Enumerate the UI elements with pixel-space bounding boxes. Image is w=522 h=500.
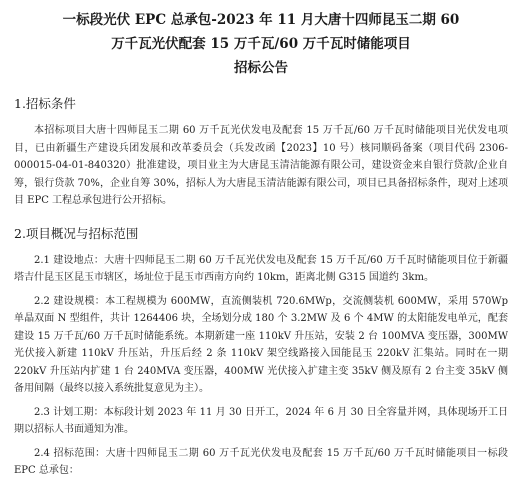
title-line-3: 招标公告 [234, 60, 288, 76]
section-2-4-scope: 2.4 招标范围：大唐十四师昆玉二期 60 万千瓦光伏发电及配套 15 万千瓦/60 万千瓦时储能项目一标段 EPC 总承包： [14, 447, 508, 476]
section-2-heading: 2.项目概况与招标范围 [14, 225, 139, 241]
section-2-3-schedule: 2.3 计划工期：本标段计划 2023 年 11 月 30 日开工，2024 年 6 月 30 日全容量并网，具体现场开工日期以招标人书面通知为准。 [14, 406, 508, 435]
section-1-body: 本招标项目大唐十四师昆玉二期 60 万千瓦光伏发电及配套 15 万千瓦/60 万千瓦时储能项目光伏发电项目，已由新疆生产建设兵团发展和改革委员会（兵发改函【2023】10 号）核同顺码备案（项目代码 2306-000015-04-01-840320）批准建设，项目业主为大唐昆玉清洁能源有限公司，建设资金来自银行贷款/企业自筹，银行贷款 70%，企业自筹 30%，招标人为大唐昆玉清洁能源有限公司，项目已具备招标条件，现对上述项目 EPC 工程总承包进行公开招标。 [14, 125, 508, 206]
section-2-1-location: 2.1 建设地点：大唐十四师昆玉二期 60 万千瓦光伏发电及配套 15 万千瓦/60 万千瓦时储能项目位于新疆塔吉什昆玉区昆玉市辖区，场址位于昆玉市西南方向约 10km，距离北侧 G315 国道约 3km。 [14, 254, 508, 283]
title-line-2: 万千瓦光伏配套 15 万千瓦/60 万千瓦时储能项目 [111, 36, 411, 52]
title-line-1: 一标段光伏 EPC 总承包-2023 年 11 月大唐十四师昆玉二期 60 [62, 12, 460, 28]
section-2-2-scale: 2.2 建设规模：本工程规模为 600MW，直流侧装机 720.6MWp，交流侧装机 600MW，采用 570Wp 单晶双面 N 型组件，共计 1264406 块，全场划分成 180 个 3.2MW 及 6 个 4MW 的太阳能发电单元，配套建设 15 万千瓦/60 万千瓦时储能系统。本期新建一座 110kV 升压站，安装 2 台 100MVA 变压器，300MW 光伏接入新建 110kV 升压站，升压后经 2 条 110kV 架空线路接入国能昆玉 220kV 汇集站。同时在一期 220kV 升压站内扩建 1 台 240MVA 变压器，400MW 光伏接入扩建主变 35kV 侧及原有 2 台主变 35kV 侧备用间隔（最终以接入系统批复意见为主）。 [14, 295, 508, 394]
document-title [14, 8, 508, 80]
section-1-heading: 1.招标条件 [14, 96, 76, 111]
